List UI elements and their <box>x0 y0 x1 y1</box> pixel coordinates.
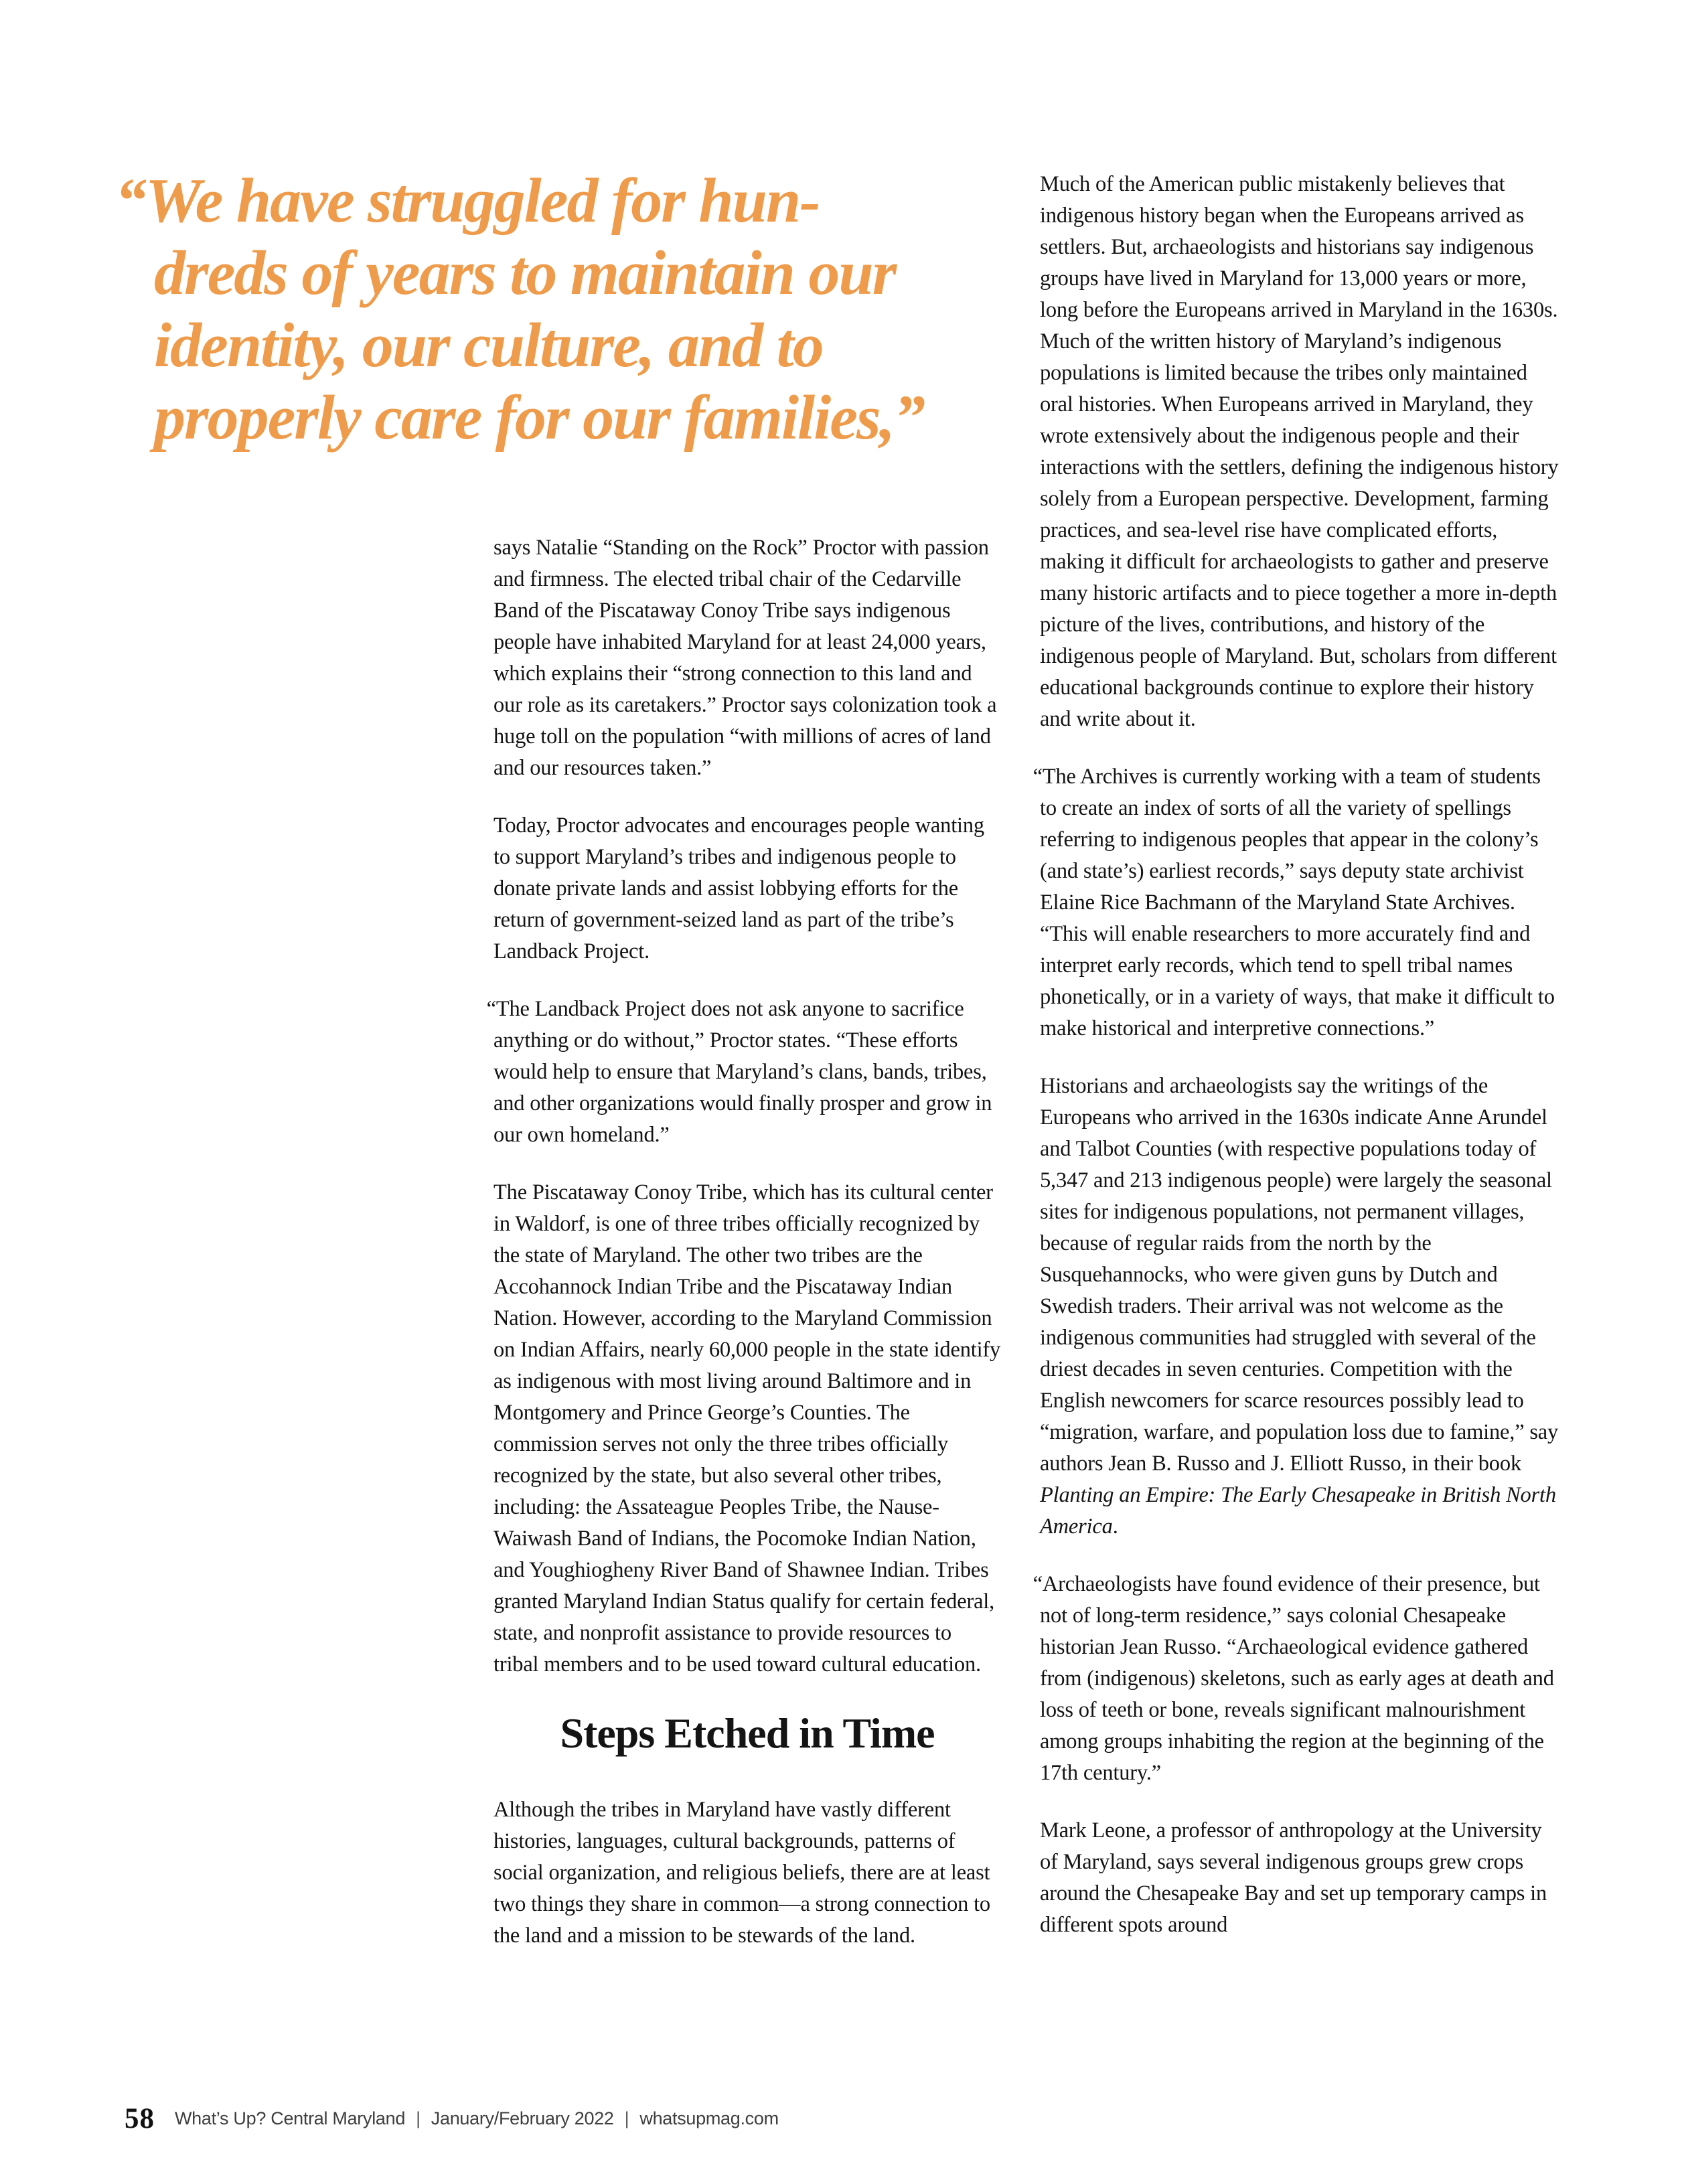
paragraph <box>1040 1071 1561 1543</box>
left-column <box>486 532 1001 1978</box>
paragraph: “Archaeologists have found evidence of their presence, but not of long-term residence,” says colonial Chesapeake historian Jean Russo. “Archaeological evidence gathered from (indigenous) skeletons, such as early ages at death and loss of teeth or bone, reveals significant malnourishment among groups inhabiting the region at the beginning of the 17th century.” <box>1033 1572 1554 1785</box>
pull-quote <box>115 165 1058 454</box>
paragraph: Although the tribes in Maryland have vastly different histories, languages, cultural backgrounds, patterns of social organization, and religious beliefs, there are at least two things they share in common—a strong connection to the land and a mission to be stewards of the land. <box>493 1798 990 1948</box>
paragraph: “The Landback Project does not ask anyone to sacrifice anything or do without,” Proctor states. “These efforts would help to ensure that Maryland’s clans, bands, tribes, and other organizations would finally prosper and grow in our own homeland.” <box>486 997 992 1147</box>
paragraph: “The Archives is currently working with a team of students to create an index of sorts of all the variety of spellings referring to indigenous peoples that appear in the colony’s (and state’s) earliest records,” says deputy state archivist Elaine Rice Bachmann of the Maryland State Archives. “This will enable researchers to more accurately find and interpret early records, which tend to spell tribal names phonetically, or in a variety of ways, that make it difficult to make historical and interpretive connections.” <box>1033 765 1555 1040</box>
pull-quote-line: properly care for our families,” <box>154 383 925 453</box>
section-heading: Steps Etched in Time <box>560 1709 935 1757</box>
paragraph: Mark Leone, a professor of anthropology at the University of Maryland, says several indigenous groups grew crops around the Chesapeake Bay and set up temporary camps in different spots around <box>1040 1818 1547 1937</box>
right-column <box>1033 169 1561 1967</box>
paragraph: The Piscataway Conoy Tribe, which has its cultural center in Waldorf, is one of three tribes officially recognized by the state of Maryland. The other two tribes are the Accohannock Indian Tribe and the Piscataway Indian Nation. However, according to the Maryland Commission on Indian Affairs, nearly 60,000 people in the state identify as indigenous with most living around Baltimore and in Montgomery and Prince George’s Counties. The commission serves not only the three tribes officially recognized by the state, but also several other tribes, including: the Assateague Peoples Tribe, the Nause-Waiwash Band of Indians, the Pocomoke Indian Nation, and Youghiogheny River Band of Shawnee Indian. Tribes granted Maryland Indian Status qualify for certain federal, state, and nonprofit assistance to provide resources to tribal members and to be used toward cultural education. <box>493 1180 1001 1676</box>
book-title: Planting an Empire: The Early Chesapeake in British North America <box>1040 1483 1556 1539</box>
page-footer <box>125 2102 779 2135</box>
paragraph: Much of the American public mistakenly believes that indigenous history began when the Europeans arrived as settlers. But, archaeologists and historians say indigenous groups have lived in Maryland for 13,000 years or more, long before the Europeans arrived in Maryland in the 1630s. Much of the written history of Maryland’s indigenous populations is limited because the tribes only maintained oral histories. When Europeans arrived in Maryland, they wrote extensively about the indigenous people and their interactions with the settlers, defining the indigenous history solely from a European perspective. Development, farming practices, and sea-level rise have complicated efforts, making it difficult for archaeologists to gather and preserve many historic artifacts and to piece together a more in-depth picture of the lives, contributions, and history of the indigenous people of Maryland. But, scholars from different educational backgrounds continue to explore their history and write about it. <box>1040 172 1559 731</box>
footer-separator: | <box>416 2108 420 2128</box>
footer-issue: January/February 2022 <box>431 2108 614 2128</box>
footer-separator: | <box>624 2108 629 2128</box>
paragraph-text: . <box>1112 1514 1118 1539</box>
paragraph: Today, Proctor advocates and encourages people wanting to support Maryland’s tribes and indigenous people to donate private lands and assist lobbying efforts for the return of government-seized land as part of the tribe’s Landback Project. <box>493 813 984 963</box>
paragraph: says Natalie “Standing on the Rock” Proctor with passion and firmness. The elected tribal chair of the Cedarville Band of the Piscataway Conoy Tribe says indigenous people have inhabited Maryland for at least 24,000 years, which explains their “strong connection to this land and our role as its caretakers.” Proctor says colonization took a huge toll on the population “with millions of acres of land and our resources taken.” <box>493 536 997 780</box>
paragraph-text: Historians and archaeologists say the writings of the Europeans who arrived in the 1630s indicate Anne Arundel and Talbot Counties (with respective populations today of 5,347 and 213 indigenous people) were largely the seasonal sites for indigenous populations, not permanent villages, because of regular raids from the north by the Susquehannocks, who were given guns by Dutch and Swedish traders. Their arrival was not welcome as the indigenous communities had struggled with several of the driest decades in seven centuries. Competition with the English newcomers for scarce resources possibly lead to “migration, warfare, and population loss due to famine,” say authors Jean B. Russo and J. Elliott Russo, in their book <box>1040 1074 1559 1476</box>
pull-quote-line: dreds of years to maintain our <box>154 238 896 308</box>
pull-quote-line: identity, our culture, and to <box>154 311 823 380</box>
page-number: 58 <box>125 2103 155 2134</box>
pull-quote-line: “We have struggled for hun- <box>115 166 820 236</box>
footer-magazine: What’s Up? Central Maryland <box>175 2108 406 2128</box>
footer-website: whatsupmag.com <box>639 2108 779 2128</box>
